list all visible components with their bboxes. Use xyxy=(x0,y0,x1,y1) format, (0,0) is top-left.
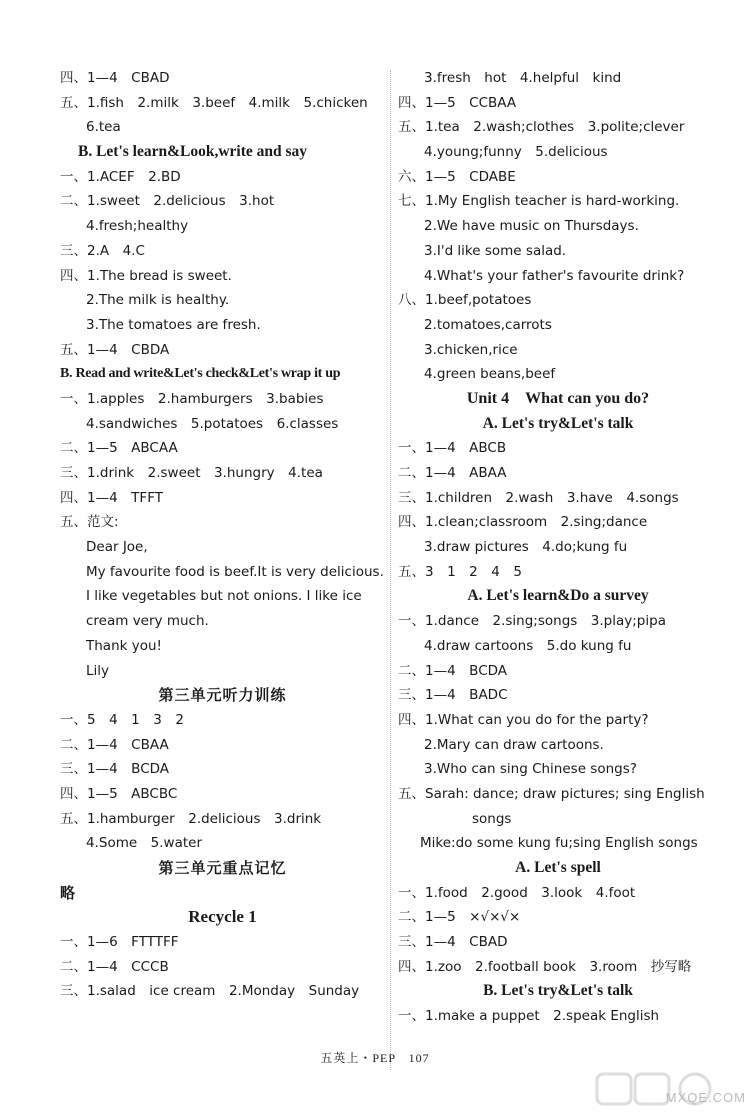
answer-line-left-24: Lily xyxy=(86,662,110,679)
answer-line-left-4: 一、1.ACEF 2.BD xyxy=(60,168,181,185)
answer-line-right-19: 3.draw pictures 4.do;kung fu xyxy=(424,539,628,556)
answer-line-right-17: 三、1.children 2.wash 3.have 4.songs xyxy=(398,489,679,506)
answer-line-left-13: 一、1.apples 2.hamburgers 3.babies xyxy=(60,390,324,407)
answer-line-left-2: 6.tea xyxy=(86,119,121,136)
answer-line-left-15: 二、1—5 ABCAA xyxy=(60,440,178,457)
answer-line-right-9: 八、1.beef,potatoes xyxy=(398,292,532,309)
answer-line-left-30: 五、1.hamburger 2.delicious 3.drink xyxy=(60,810,322,827)
answer-line-right-30: songs xyxy=(472,810,512,827)
answer-line-right-33: 一、1.food 2.good 3.look 4.foot xyxy=(398,884,636,901)
answer-line-right-11: 3.chicken,rice xyxy=(424,341,518,358)
answer-line-left-21: I like vegetables but not onions. I like ice xyxy=(86,588,362,605)
answer-line-left-16: 三、1.drink 2.sweet 3.hungry 4.tea xyxy=(60,465,323,481)
section-heading-right-32: A. Let's spell xyxy=(515,859,601,876)
section-heading-left-34: Recycle 1 xyxy=(188,907,257,927)
answer-line-right-6: 2.We have music on Thursdays. xyxy=(424,218,639,235)
answer-line-left-10: 3.The tomatoes are fresh. xyxy=(86,316,261,333)
answer-line-right-25: 三、1—4 BADC xyxy=(398,687,508,704)
answer-line-left-22: cream very much. xyxy=(86,613,209,630)
section-heading-right-21: A. Let's learn&Do a survey xyxy=(467,587,649,605)
answer-line-left-20: My favourite food is beef.It is very delicious. xyxy=(86,563,384,580)
answer-line-right-18: 四、1.clean;classroom 2.sing;dance xyxy=(398,514,648,531)
answer-line-left-31: 4.Some 5.water xyxy=(86,835,203,852)
section-heading-left-25: 第三单元听力训练 xyxy=(158,686,287,705)
answer-line-right-12: 4.green beans,beef xyxy=(424,366,556,383)
answer-line-left-5: 二、1.sweet 2.delicious 3.hot xyxy=(60,193,275,210)
right-column xyxy=(398,66,718,1029)
section-heading-right-13: Unit 4 What can you do? xyxy=(466,389,650,407)
answer-line-right-3: 4.young;funny 5.delicious xyxy=(424,144,608,161)
answer-line-right-7: 3.I'd like some salad. xyxy=(424,242,567,259)
answer-line-left-6: 4.fresh;healthy xyxy=(86,218,189,235)
section-heading-right-14: A. Let's try&Let's talk xyxy=(482,414,634,432)
answer-line-right-10: 2.tomatoes,carrots xyxy=(424,316,552,333)
watermark-text: MXQE.COM xyxy=(665,1090,746,1105)
answer-line-left-17: 四、1—4 TFFT xyxy=(60,489,163,506)
answer-line-left-0: 四、1—4 CBAD xyxy=(60,70,170,86)
answer-line-left-35: 一、1—6 FTTTFF xyxy=(60,934,179,951)
answer-line-right-1: 四、1—5 CCBAA xyxy=(398,94,517,111)
column-divider xyxy=(390,70,391,1070)
answer-line-left-28: 三、1—4 BCDA xyxy=(60,761,170,778)
answer-line-left-18: 五、范文: xyxy=(60,514,119,531)
answer-line-right-16: 二、1—4 ABAA xyxy=(398,465,507,481)
answer-line-right-26: 四、1.What can you do for the party? xyxy=(398,711,649,728)
answer-line-left-27: 二、1—4 CBAA xyxy=(60,736,169,753)
answer-line-left-9: 2.The milk is healthy. xyxy=(86,292,230,309)
answer-line-right-23: 4.draw cartoons 5.do kung fu xyxy=(424,637,632,654)
page-footer: 五英上・PEP 107 xyxy=(320,1051,430,1065)
answer-line-right-27: 2.Mary can draw cartoons. xyxy=(424,736,604,753)
answer-line-left-29: 四、1—5 ABCBC xyxy=(60,785,178,802)
section-heading-left-32: 第三单元重点记忆 xyxy=(158,859,287,877)
answer-line-left-11: 五、1—4 CBDA xyxy=(60,341,170,358)
answer-line-left-8: 四、1.The bread is sweet. xyxy=(60,267,232,284)
answer-line-right-15: 一、1—4 ABCB xyxy=(398,440,507,457)
answer-line-right-22: 一、1.dance 2.sing;songs 3.play;pipa xyxy=(398,613,666,630)
section-heading-left-3: B. Let's learn&Look,write and say xyxy=(78,143,308,161)
section-heading-right-37: B. Let's try&Let's talk xyxy=(483,982,633,1000)
answer-line-right-31: Mike:do some kung fu;sing English songs xyxy=(420,835,698,852)
answer-line-right-38: 一、1.make a puppet 2.speak English xyxy=(398,1008,660,1025)
answer-line-left-19: Dear Joe, xyxy=(86,539,148,556)
answer-line-left-26: 一、5 4 1 3 2 xyxy=(60,711,184,728)
answer-line-right-2: 五、1.tea 2.wash;clothes 3.polite;clever xyxy=(398,119,685,136)
answer-line-right-36: 四、1.zoo 2.football book 3.room 抄写略 xyxy=(398,958,692,975)
answer-line-right-24: 二、1—4 BCDA xyxy=(398,662,508,679)
answer-line-left-7: 三、2.A 4.C xyxy=(60,242,145,259)
answer-line-right-35: 三、1—4 CBAD xyxy=(398,934,508,951)
answer-line-right-8: 4.What's your father's favourite drink? xyxy=(424,267,685,284)
answer-line-left-37: 三、1.salad ice cream 2.Monday Sunday xyxy=(60,983,360,1000)
answer-line-left-23: Thank you! xyxy=(86,637,162,654)
section-heading-left-12: B. Read and write&Let's check&Let's wrap it up xyxy=(60,366,341,382)
section-heading-left-33: 略 xyxy=(60,883,77,902)
answer-line-right-34: 二、1—5 ×√×√× xyxy=(398,909,521,926)
answer-line-right-28: 3.Who can sing Chinese songs? xyxy=(424,761,637,778)
answer-line-left-36: 二、1—4 CCCB xyxy=(60,958,169,975)
answer-line-right-0: 3.fresh hot 4.helpful kind xyxy=(424,70,622,86)
left-column xyxy=(60,66,385,1004)
answer-line-left-14: 4.sandwiches 5.potatoes 6.classes xyxy=(86,415,339,432)
answer-line-right-4: 六、1—5 CDABE xyxy=(398,168,516,185)
answer-line-left-1: 五、1.fish 2.milk 3.beef 4.milk 5.chicken xyxy=(60,94,368,111)
answer-line-right-20: 五、3 1 2 4 5 xyxy=(398,563,522,580)
answer-line-right-5: 七、1.My English teacher is hard-working. xyxy=(398,193,680,210)
answer-line-right-29: 五、Sarah: dance; draw pictures; sing English xyxy=(398,785,705,802)
